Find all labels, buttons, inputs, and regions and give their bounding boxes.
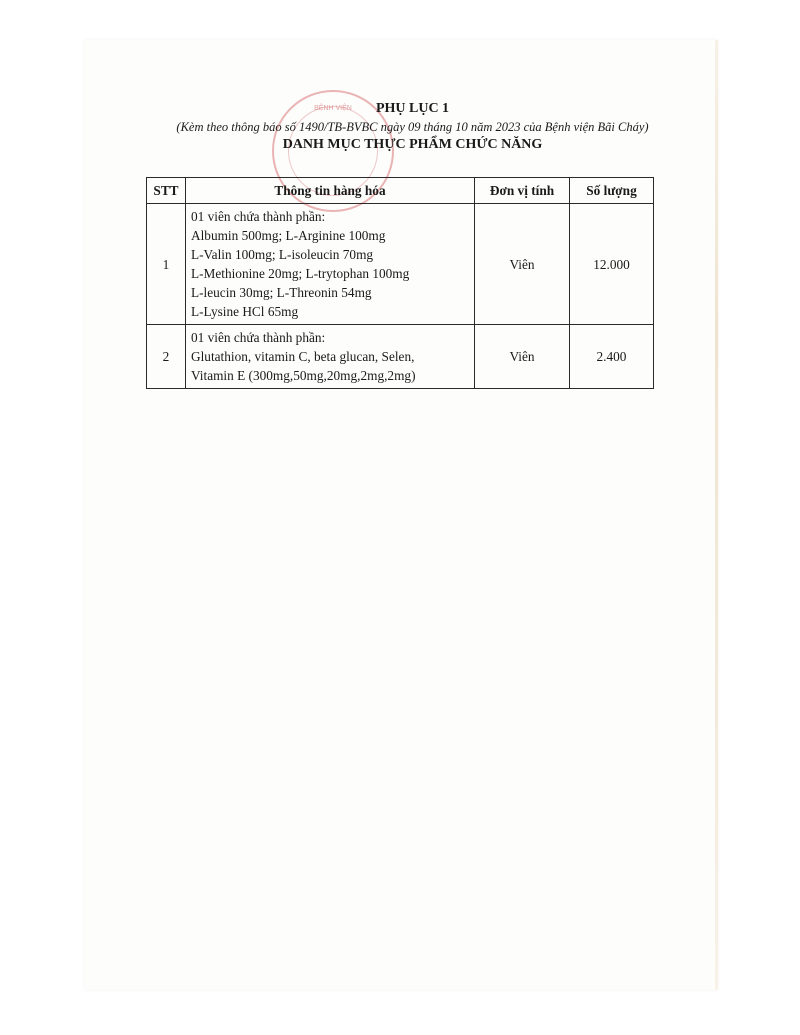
info-line: 01 viên chứa thành phần: xyxy=(191,209,326,224)
page-edge xyxy=(715,40,718,990)
unit-cell: Viên xyxy=(475,204,570,325)
stamp-text: BỆNH VIỆN xyxy=(314,105,352,112)
column-header-stt: STT xyxy=(147,178,186,204)
info-line: Glutathion, vitamin C, beta glucan, Selen, xyxy=(191,349,415,364)
column-header-info: Thông tin hàng hóa xyxy=(186,178,475,204)
appendix-title: PHỤ LỤC 1 xyxy=(375,101,450,116)
goods-table xyxy=(146,177,654,389)
table-header-row xyxy=(147,178,654,204)
goods-info xyxy=(186,325,475,389)
table-row xyxy=(147,204,654,325)
document-header xyxy=(85,100,740,154)
column-header-unit: Đơn vị tính xyxy=(475,178,570,204)
info-line: Vitamin E (300mg,50mg,20mg,2mg,2mg) xyxy=(191,368,416,383)
goods-info xyxy=(186,204,475,325)
row-number: 1 xyxy=(147,204,186,325)
column-header-quantity: Số lượng xyxy=(570,178,654,204)
unit-cell: Viên xyxy=(475,325,570,389)
row-number: 2 xyxy=(147,325,186,389)
quantity-cell: 12.000 xyxy=(570,204,654,325)
info-line: 01 viên chứa thành phần: xyxy=(191,330,326,345)
list-heading: DANH MỤC THỰC PHẨM CHỨC NĂNG xyxy=(282,137,543,152)
quantity-cell: 2.400 xyxy=(570,325,654,389)
info-line: L-leucin 30mg; L-Threonin 54mg xyxy=(191,285,372,300)
appendix-subtitle: (Kèm theo thông báo số 1490/TB-BVBC ngày 09 tháng 10 năm 2023 của Bệnh viện Bãi Cháy) xyxy=(176,120,649,134)
table-row xyxy=(147,325,654,389)
info-line: L-Lysine HCl 65mg xyxy=(191,304,299,319)
info-line: L-Valin 100mg; L-isoleucin 70mg xyxy=(191,247,374,262)
info-line: Albumin 500mg; L-Arginine 100mg xyxy=(191,228,386,243)
info-line: L-Methionine 20mg; L-trytophan 100mg xyxy=(191,266,410,281)
